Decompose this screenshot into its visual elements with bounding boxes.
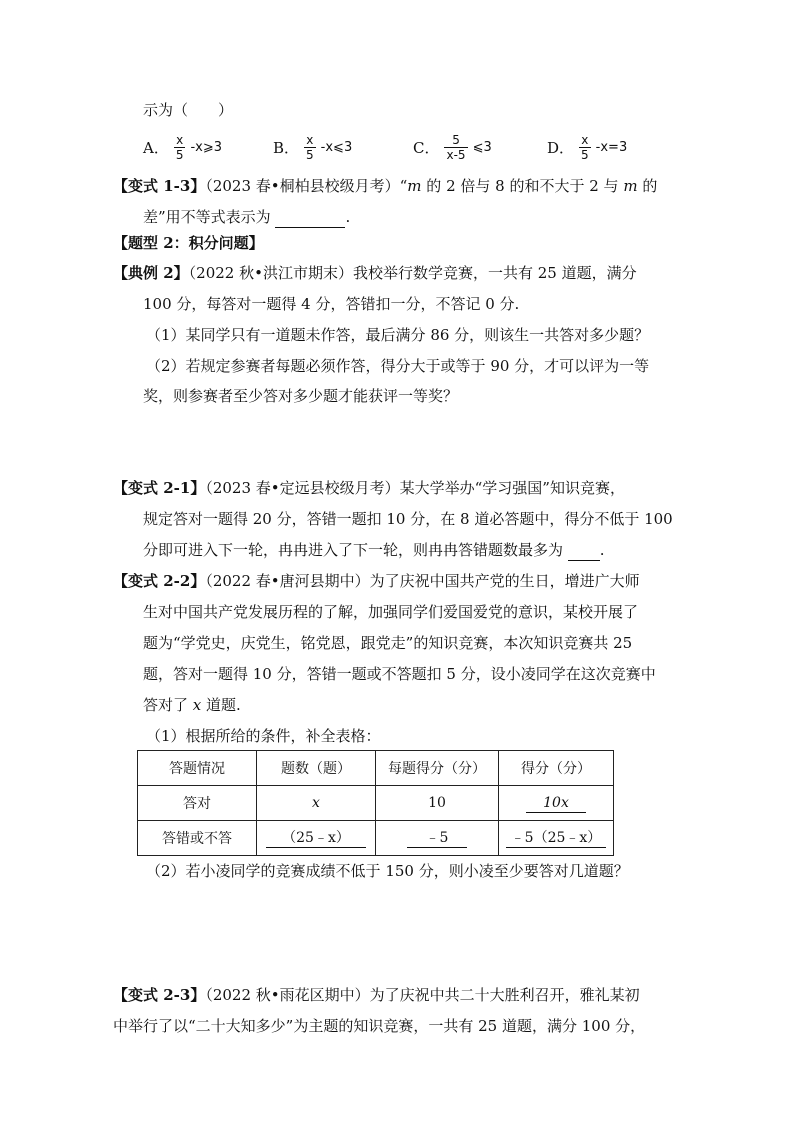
option-letter: D． [547,138,575,157]
table-cell: 答错或不答 [138,821,257,856]
fraction: $\frac{x}{5}$ [175,133,184,162]
fraction: $\frac{x}{5}$ [306,133,314,162]
table-cell[interactable] [257,821,376,856]
answer-blank[interactable] [275,207,345,228]
table-header: 题数（题） [257,751,376,786]
table-header: 得分（分） [499,751,614,786]
example-2-q1: （1）某同学只有一道题未作答，最后满分 86 分，则该生一共答对多少题？ [146,326,650,344]
option-c[interactable] [413,133,492,162]
variant-2-2-line1: 【变式 2-2】（2022 春•唐河县期中）为了庆祝中国共产党的生日，增进广大师 [113,572,640,590]
example-2-q2-line2: 奖，则参赛者至少答对多少题才能获评一等奖？ [143,387,459,405]
option-b[interactable] [273,133,352,162]
variant-2-2-line4: 题，答对一题得 10 分，答错一题或不答题扣 5 分，设小凌同学在这次竞赛中 [143,665,656,683]
example-2-q2-line1: （2）若规定参赛者每题必须作答，得分大于或等于 90 分，才可以评为一等 [146,357,650,375]
table-cell[interactable] [499,821,614,856]
option-letter: A． [143,138,169,157]
table-cell: 答对 [138,786,257,821]
variant-tag: 【变式 2-1】 [113,479,206,497]
option-expression: -x⩽3 [320,139,353,155]
option-expression: -x⩾3 [190,139,223,155]
answer-fill[interactable]: ﹣5（25﹣x） [506,829,606,848]
score-table [137,750,614,856]
variant-2-1-line1: 【变式 2-1】（2023 春•定远县校级月考）某大学举办“学习强国”知识竞赛， [113,479,625,497]
variant-2-2-line5: 答对了 x 道题. [143,696,241,714]
fraction: $\frac{5}{x-5}$ [446,133,466,162]
answer-fill[interactable]: （25﹣x） [266,829,366,848]
table-cell[interactable] [499,786,614,821]
variant-2-1-line3: 分即可进入下一轮，冉冉进入了下一轮，则冉冉答错题数最多为 . [143,541,605,559]
variant-tag: 【变式 2-2】 [113,572,206,590]
table-cell[interactable] [376,821,499,856]
variant-2-3-line1: 【变式 2-3】（2022 秋•雨花区期中）为了庆祝中共二十大胜利召开，雅礼某初 [113,986,640,1004]
section-header: 【题型 2：积分问题】 [113,234,264,252]
table-header-row [138,751,614,786]
variant-2-2-q1: （1）根据所给的条件，补全表格： [146,727,381,745]
variant-tag: 【变式 2-3】 [113,986,206,1004]
variant-1-3-line1: 【变式 1-3】（2023 春•桐柏县校级月考）“m 的 2 倍与 8 的和不大于 2 与 m 的 [113,177,658,195]
variant-2-3-line2: 中举行了以“二十大知多少”为主题的知识竞赛，一共有 25 道题，满分 100 分， [113,1017,646,1035]
table-header: 每题得分（分） [376,751,499,786]
table-row [138,786,614,821]
example-tag: 【典例 2】 [113,264,189,282]
option-a[interactable] [143,133,222,162]
table-cell: x [257,786,376,821]
variant-2-1-line2: 规定答对一题得 20 分，答错一题扣 10 分，在 8 道必答题中，得分不低于 100 [143,510,673,528]
option-expression: -x=3 [595,139,628,155]
example-2-line2: 100 分，每答对一题得 4 分，答错扣一分，不答记 0 分. [143,295,520,313]
option-letter: C． [413,138,440,157]
option-d[interactable] [547,133,627,162]
variant-2-2-line2: 生对中国共产党发展历程的了解，加强同学们爱国爱党的意识，某校开展了 [143,603,639,621]
option-expression: ⩽3 [472,139,492,155]
answer-fill[interactable]: ﹣5 [407,829,467,848]
variant-2-2-q2: （2）若小凌同学的竞赛成绩不低于 150 分，则小凌至少要答对几道题？ [146,862,629,880]
table-header: 答题情况 [138,751,257,786]
answer-fill[interactable]: 10x [526,794,586,813]
variant-tag: 【变式 1-3】 [113,177,206,195]
answer-blank[interactable] [568,540,600,561]
question-tail: 示为（ ） [143,101,234,119]
variant-2-2-line3: 题为“学党史，庆党生，铭党恩，跟党走”的知识竞赛，本次知识竞赛共 25 [143,634,633,652]
example-2-line1: 【典例 2】（2022 秋•洪江市期末）我校举行数学竞赛，一共有 25 道题，满分 [113,264,637,282]
fraction: $\frac{x}{5}$ [581,133,589,162]
option-letter: B． [273,138,300,157]
table-row [138,821,614,856]
table-cell: 10 [376,786,499,821]
variant-1-3-line2: 差”用不等式表示为 . [143,208,351,226]
